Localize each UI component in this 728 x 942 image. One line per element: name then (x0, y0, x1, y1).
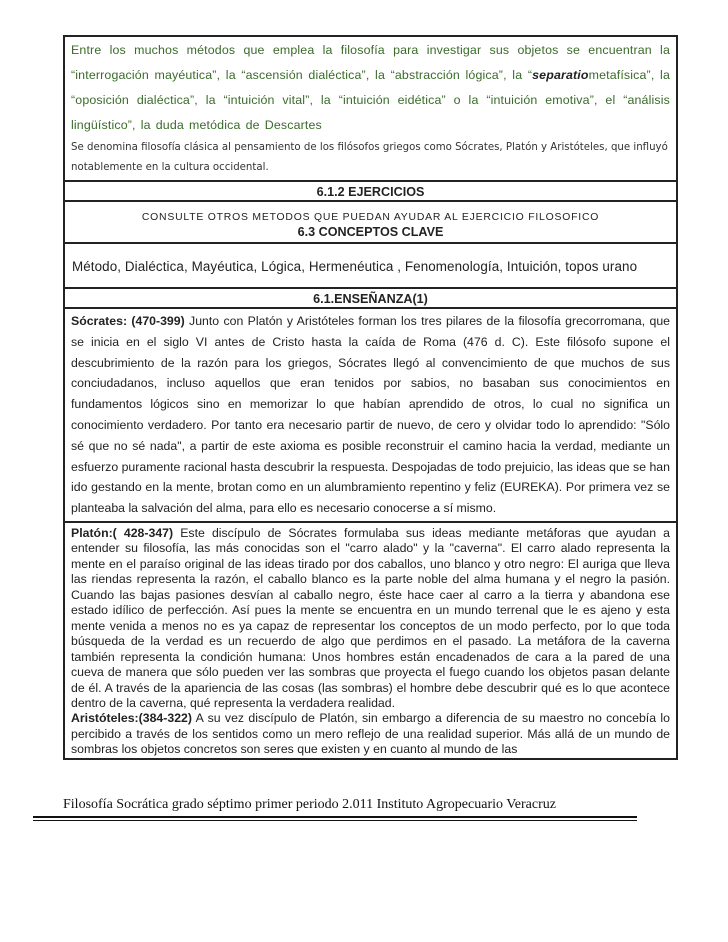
footer-rule-thick (33, 816, 637, 818)
content-table (63, 35, 678, 760)
socrates-name: Sócrates: (470-399) (71, 314, 185, 328)
classical-philosophy-note: Se denomina filosofía clásica al pensamiento de los filósofos griegos como Sócrates, Platón y Aristóteles, que influyó notablemente en la cultura occidental. (71, 142, 668, 173)
separatio-term: separatio (532, 68, 589, 82)
exercise-instruction: CONSULTE OTROS METODOS QUE PUEDAN AYUDAR AL EJERCICIO FILOSOFICO (141, 212, 600, 223)
intro-cell (65, 37, 676, 182)
exercises-heading: 6.1.2 EJERCICIOS (65, 182, 676, 202)
socrates-paragraph (65, 309, 676, 521)
exercises-cell (65, 202, 676, 244)
socrates-text: Junto con Platón y Aristóteles forman los tres pilares de la filosofía grecorromana, que se inicia en el siglo VI antes de Cristo hasta la caída de Roma (476 d. C). Este filósofo supone el descubrimiento de la razón para los griegos, Sócrates llegó al convencimiento de que muchos de sus conciudadanos, incluso aquellos que eran tenidos por sabios, no basaban sus conocimientos en fundamentos lógicos sino en memorizar lo que habían aprendido de otros, lo cual no significa un conocimiento verdadero. Por tanto era necesario partir de nuevo, de cero y olvidar todo lo aprendido: "Sólo sé que no sé nada", a partir de este axioma es posible reconstruir el camino hacia la verdad, mediante un esfuerzo puramente racional hasta descubrir la respuesta. Despojadas de todo prejuicio, las ideas que se han ido gestando en la mente, brotan como en un alumbramiento repentino y feliz (EUREKA). Por primera vez se planteaba la salvación del alma, para ello es necesario conocerse a sí mismo. (71, 314, 671, 516)
aristoteles-text: A su vez discípulo de Platón, sin embargo a diferencia de su maestro no concebía lo percibido a través de los sentidos como un mero reflejo de una realidad superior. Más allá de un mundo de sombras los objetos concretos son seres que existen y en cuanto al mundo de las (71, 711, 670, 757)
footer-rule-thin (33, 820, 637, 821)
methods-paragraph (65, 37, 676, 138)
teaching-heading: 6.1.ENSEÑANZA(1) (65, 289, 676, 309)
aristoteles-name: Aristóteles:(384-322) (71, 711, 192, 726)
platon-aristoteles-cell (65, 523, 676, 758)
platon-text: Este discípulo de Sócrates formulaba sus ideas mediante metáforas que ayudan a entender su filosofía, las más conocidas son el "carro alado" y la "caverna". El carro alado representa la mente en el paraíso original de las ideas tirado por dos caballos, uno blanco y otro negro: El auriga que lleva las riendas representa la razón, el caballo blanco es la parte noble del alma humana y el negro la pasión. Cuando las bajas pasiones desvían al caballo negro, éste hace caer al carro a la tierra y abandona ese estado idílico de perfección. Así pues la mente se encuentra en un mundo terrenal que le es ajeno y esta mente venida a menos no es ya capaz de representar los conceptos de un modo perfecto, por lo que toda búsqueda de la verdad es un recuerdo de algo que perdimos en el pasado. La metáfora de la caverna también representa la condición humana: Unos hombres están encadenados de cara a la pared de una cueva de manera que sólo pueden ver las sombras que proyecta el fuego cuando los objetos pasan delante de él. A través de la apariencia de las cosas (las sombras) el hombre debe descubrir qué es lo que acontece dentro de la caverna, qué representa la verdadera realidad. (71, 525, 670, 710)
methods-text-a: Entre los muchos métodos que emplea la filosofía para investigar sus objetos se encuentran la “interrogación mayéutica”, la “ascensión dialéctica”, la “abstracción lógica”, la “ (71, 43, 670, 82)
aristoteles-paragraph (71, 711, 670, 757)
platon-aristoteles-paragraphs (65, 523, 676, 758)
methods-text-b: metafísica”, la “oposición dialéctica”, la “intuición vital”, la “intuición eidética” o la “intuición emotiva”, el “análisis lingüístico”, la duda metódica de Descartes (71, 68, 670, 132)
platon-name: Platón:( 428-347) (71, 525, 174, 540)
platon-paragraph (71, 526, 670, 711)
key-concepts-heading: 6.3 CONCEPTOS CLAVE (297, 225, 444, 239)
key-concepts-list: Método, Dialéctica, Mayéutica, Lógica, Hermenéutica , Fenomenología, Intuición, topos urano (65, 244, 676, 289)
page-footer: Filosofía Socrática grado séptimo primer periodo 2.011 Instituto Agropecuario Veracruz (63, 797, 556, 812)
socrates-cell (65, 309, 676, 523)
